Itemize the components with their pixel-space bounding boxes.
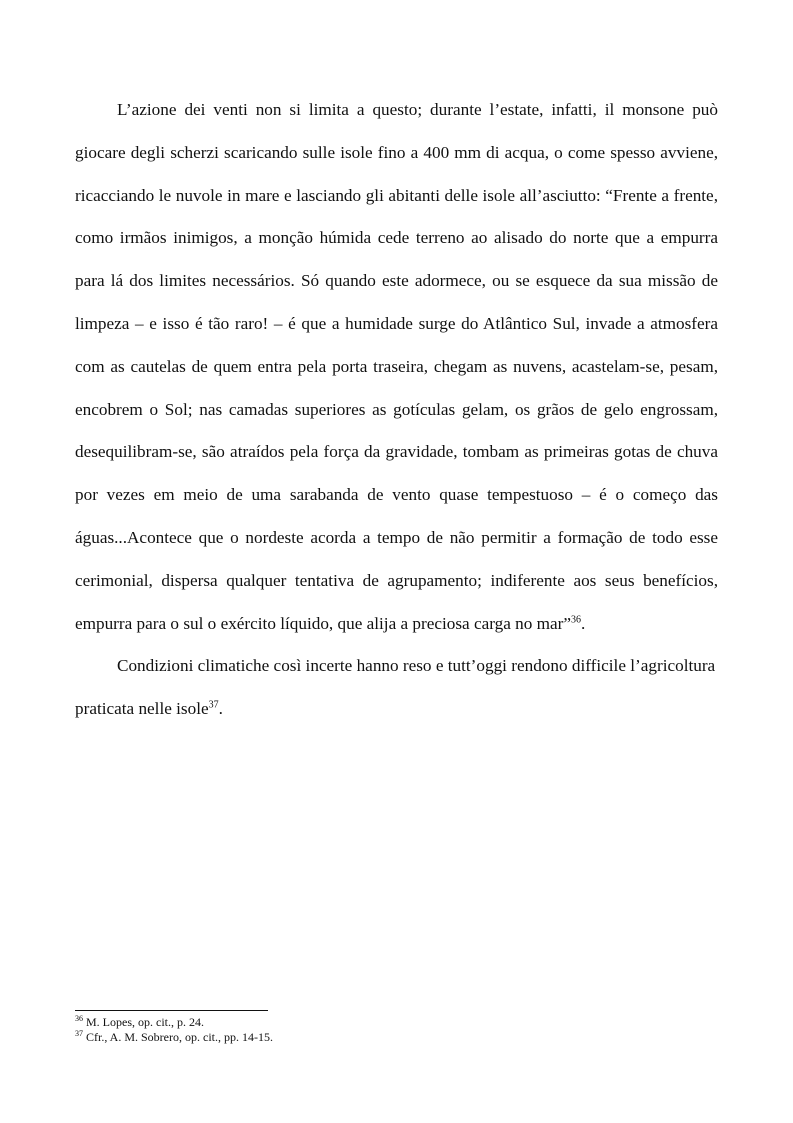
footnote-text: M. Lopes, op. cit., p. 24. <box>86 1015 204 1029</box>
paragraph-2 <box>75 645 718 731</box>
footnote-36 <box>75 1015 715 1030</box>
footnote-separator <box>75 1010 268 1011</box>
paragraph-1-end: . <box>581 613 586 633</box>
paragraph-2-end: . <box>218 699 223 719</box>
footnote-ref-36[interactable]: 36 <box>571 613 582 625</box>
footnote-text: Cfr., A. M. Sobrero, op. cit., pp. 14-15. <box>86 1029 273 1044</box>
footnote-ref-37[interactable]: 37 <box>208 699 219 711</box>
footnote-37 <box>75 1030 715 1045</box>
paragraph-1 <box>75 89 718 645</box>
paragraph-2-text: Condizioni climatiche così incerte hanno reso e tutt’oggi rendono difficile l’agricoltura praticata nelle isole <box>75 656 716 719</box>
body-text <box>75 89 718 731</box>
paragraph-1-text: L’azione dei venti non si limita a questo; durante l’estate, infatti, il monsone può giocare degli scherzi scaricando sulle isole fino a 400 mm di acqua, o come spesso avviene, ricacciando le nuvole in mare e lasciando gli abitanti delle isole all’asciutto: “Frente a frente, como irmãos inimigos, a monção húmida cede terreno ao alisado do norte que a empurra para lá dos limites necessários. Só quando este adormece, ou se esquece da sua missão de limpeza – e isso é tão raro! – é que a humidade surge do Atlântico Sul, invade a atmosfera com as cautelas de quem entra pela porta traseira, chegam as nuvens, acastelam-se, pesam, encobrem o Sol; nas camadas superiores as gotículas gelam, os grãos de gelo engrossam, desequilibram-se, são atraídos pela força da gravidade, tombam as primeiras gotas de chuva por vezes em meio de uma sarabanda de vento quase tempestuoso – é o começo das águas...Acontece que o nordeste acorda a tempo de não permitir a formação de todo esse cerimonial, dispersa qualquer tentativa de agrupamento; indiferente aos seus benefícios, empurra para o sul o exército líquido, que alija a preciosa carga no mar” <box>75 100 718 633</box>
footnote-number: 37 <box>75 1028 83 1038</box>
footnotes <box>75 1015 715 1044</box>
footnote-number: 36 <box>75 1014 83 1023</box>
